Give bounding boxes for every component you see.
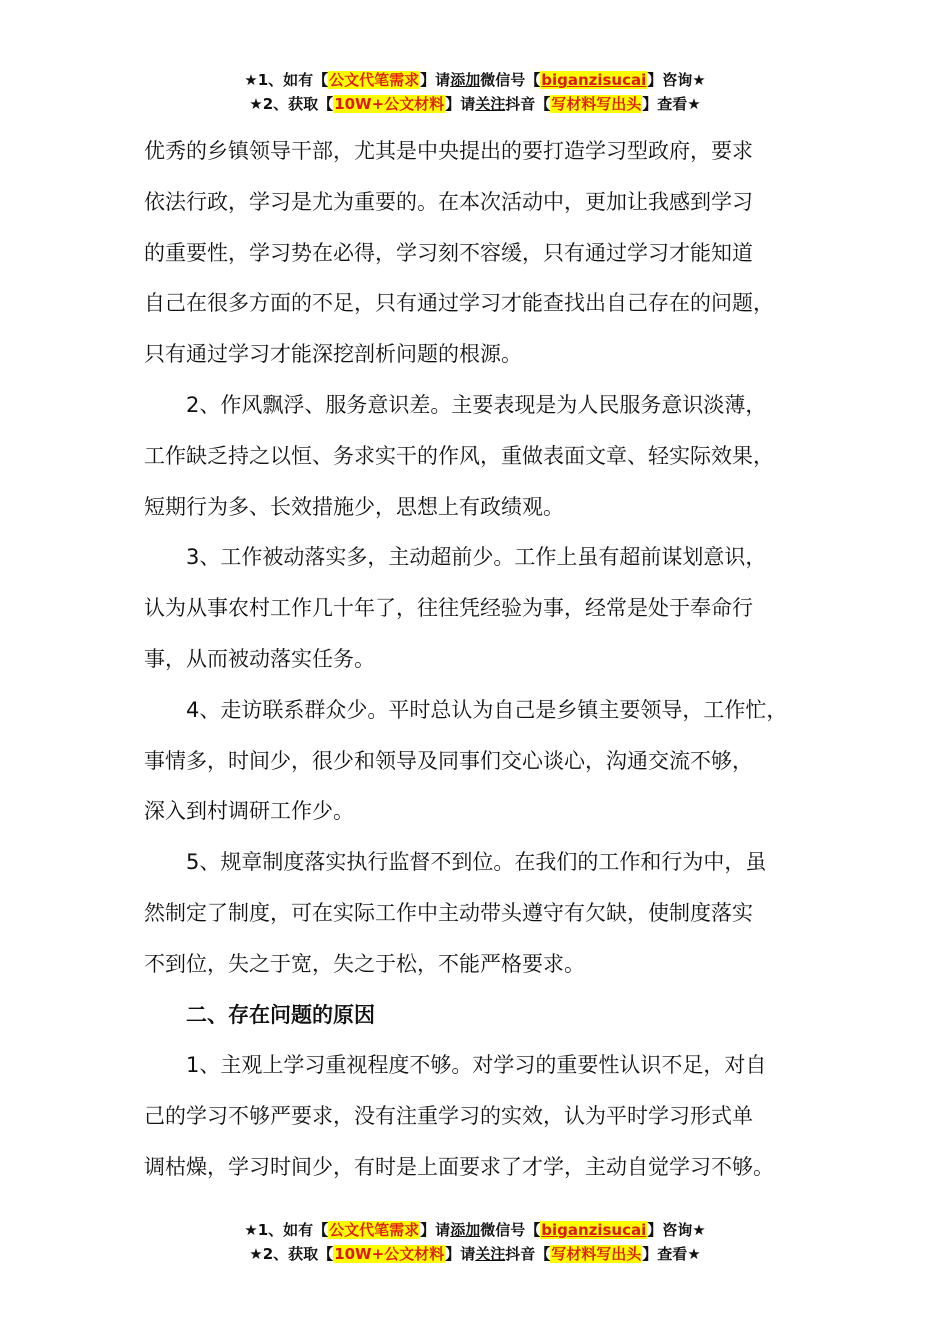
banner-highlight: 公文代笔需求: [329, 71, 420, 89]
text-line: 深入到村调研工作少。: [144, 799, 354, 824]
text-line: 调枯燥，学习时间少，有时是上面要求了才学，主动自觉学习不够。: [144, 1154, 774, 1179]
text-line: 事情多，时间少，很少和领导及同事们交心谈心，沟通交流不够，: [144, 748, 753, 773]
text-line: 1、主观上学习重视程度不够。对学习的重要性认识不足，对自: [186, 1053, 767, 1078]
banner-highlight-douyin-id: 写材料写出头: [551, 95, 642, 113]
banner-text: 微信号【: [480, 71, 541, 89]
banner-text: 】查看★: [642, 95, 701, 113]
banner-text: 】请: [445, 1245, 476, 1263]
text-line: 2、作风飘浮、服务意识差。主要表现是为人民服务意识淡薄，: [186, 392, 767, 417]
document-body: [144, 126, 824, 1193]
text-line: 5、规章制度落实执行监督不到位。在我们的工作和行为中，虽: [186, 850, 767, 875]
footer-banner-line-1: [0, 1218, 950, 1242]
banner-underlined-text: 添加: [450, 71, 481, 89]
text-line: 优秀的乡镇领导干部，尤其是中央提出的要打造学习型政府，要求: [144, 139, 753, 163]
text-line: 的重要性，学习势在必得，学习刻不容缓，只有通过学习才能知道: [144, 240, 753, 265]
banner-highlight: 公文代笔需求: [329, 1221, 420, 1239]
banner-highlight: 10W+公文材料: [334, 1245, 445, 1263]
banner-text: 抖音【: [505, 95, 551, 113]
banner-text: 】咨询★: [647, 1221, 706, 1239]
text-line: 依法行政，学习是尤为重要的。在本次活动中，更加让我感到学习: [144, 189, 753, 214]
footer-banner: [0, 1218, 950, 1266]
footer-banner-line-2: [0, 1242, 950, 1266]
banner-text: 】请: [420, 1221, 451, 1239]
banner-text: 】请: [445, 95, 476, 113]
banner-highlight-douyin-id: 写材料写出头: [551, 1245, 642, 1263]
banner-text: ★1、如有【: [244, 1221, 329, 1239]
text-line: 只有通过学习才能深挖剖析问题的根源。: [144, 342, 522, 367]
text-line: 3、工作被动落实多，主动超前少。工作上虽有超前谋划意识，: [186, 545, 767, 570]
text-line: 工作缺乏持之以恒、务求实干的作风，重做表面文章、轻实际效果，: [144, 443, 774, 468]
banner-text: 】请: [420, 71, 451, 89]
banner-underlined-text: 关注: [475, 1245, 506, 1263]
text-line: 4、走访联系群众少。平时总认为自己是乡镇主要领导，工作忙，: [186, 697, 788, 722]
banner-text: ★1、如有【: [244, 71, 329, 89]
text-line: 己的学习不够严要求，没有注重学习的实效，认为平时学习形式单: [144, 1104, 753, 1129]
banner-text: ★2、获取【: [249, 1245, 334, 1263]
text-line: 然制定了制度，可在实际工作中主动带头遵守有欠缺，使制度落实: [144, 900, 753, 925]
header-banner-line-2: [0, 92, 950, 116]
text-line: 事，从而被动落实任务。: [144, 646, 375, 671]
text-line: 不到位，失之于宽，失之于松，不能严格要求。: [144, 951, 585, 976]
text-line: 短期行为多、长效措施少，思想上有政绩观。: [144, 494, 564, 519]
banner-underlined-text: 关注: [475, 95, 506, 113]
header-banner-line-1: [0, 68, 950, 92]
banner-text: 微信号【: [480, 1221, 541, 1239]
banner-highlight: 10W+公文材料: [334, 95, 445, 113]
banner-text: ★2、获取【: [249, 95, 334, 113]
banner-highlight-wechat-id: biganzisucai: [541, 71, 647, 89]
banner-underlined-text: 添加: [450, 1221, 481, 1239]
banner-highlight-wechat-id: biganzisucai: [541, 1221, 647, 1239]
banner-text: 抖音【: [505, 1245, 551, 1263]
section-heading: 二、存在问题的原因: [186, 1002, 375, 1027]
text-line: 认为从事农村工作几十年了，往往凭经验为事，经常是处于奉命行: [144, 596, 753, 621]
banner-text: 】咨询★: [647, 71, 706, 89]
header-banner: [0, 68, 950, 116]
banner-text: 】查看★: [642, 1245, 701, 1263]
text-line: 自己在很多方面的不足，只有通过学习才能查找出自己存在的问题，: [144, 291, 774, 316]
